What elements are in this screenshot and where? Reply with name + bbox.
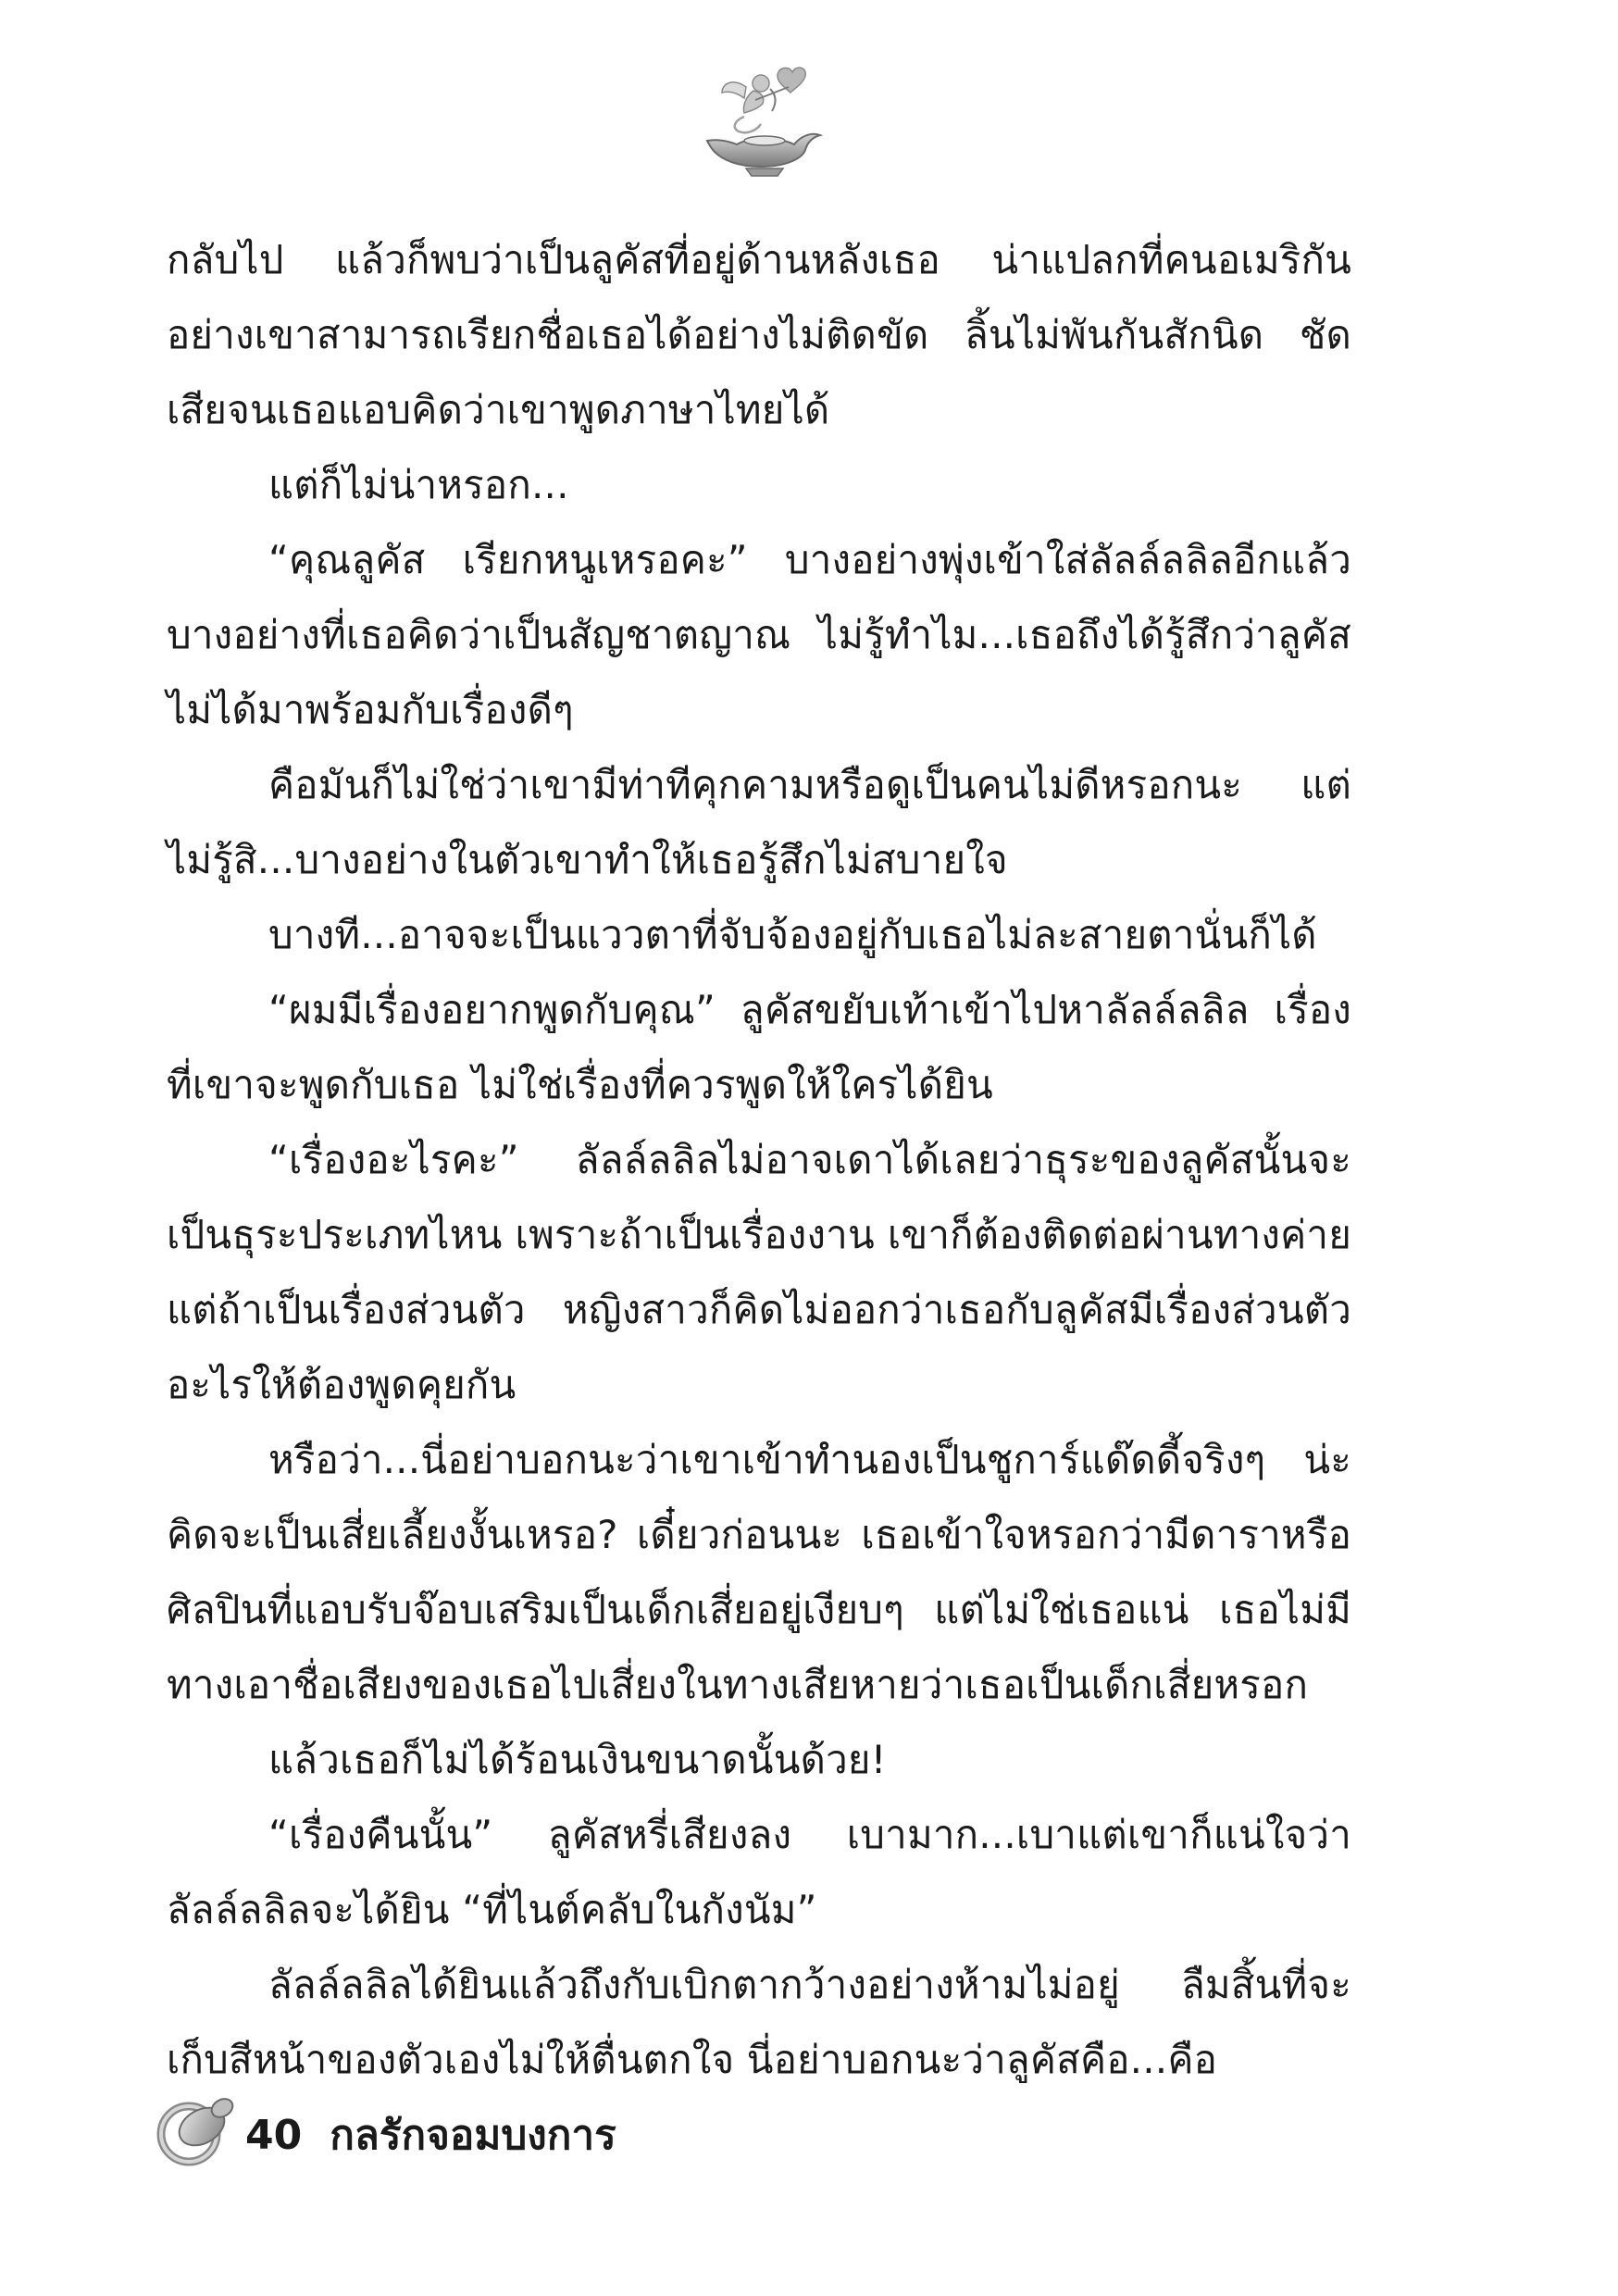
paragraph: หรือว่า...นี่อย่าบอกนะว่าเขาเข้าทำนองเป็นชูการ์แด๊ดดี้จริงๆ น่ะ คิดจะเป็นเสี่ยเลี้ยงงั้นเหรอ? เดี๋ยวก่อนนะ เธอเข้าใจหรอกว่ามีดาราหรือศิลปินที่แอบรับจ๊อบเสริมเป็นเด็กเสี่ยอยู่เงียบๆ แต่ไม่ใช่เธอแน่ เธอไม่มีทางเอาชื่อเสียงของเธอไปเสี่ยงในทางเสียหายว่าเธอเป็นเด็กเสี่ยหรอก [167, 1437, 1351, 1707]
cupid-genie-lamp-icon [689, 56, 828, 181]
book-title: กลรักจอมบงการ [330, 2112, 616, 2159]
page-footer [148, 2088, 616, 2171]
paragraph: “คุณลูคัส เรียกหนูเหรอคะ” บางอย่างพุ่งเข้าใส่ลัลล์ลลิลอีกแล้ว บางอย่างที่เธอคิดว่าเป็นสัญชาตญาณ ไม่รู้ทำไม...เธอถึงได้รู้สึกว่าลูคัสไม่ได้มาพร้อมกับเรื่องดีๆ [167, 537, 1351, 732]
paragraph: กลับไป แล้วก็พบว่าเป็นลูคัสที่อยู่ด้านหลังเธอ น่าแปลกที่คนอเมริกันอย่างเขาสามารถเรียกชื่อเธอได้อย่างไม่ติดขัด ลิ้นไม่พันกันสักนิด ชัดเสียจนเธอแอบคิดว่าเขาพูดภาษาไทยได้ [167, 237, 1351, 432]
paragraph: “ผมมีเรื่องอยากพูดกับคุณ” ลูคัสขยับเท้าเข้าไปหาลัลล์ลลิล เรื่องที่เขาจะพูดกับเธอ ไม่ใช่เรื่องที่ควรพูดให้ใครได้ยิน [167, 987, 1351, 1107]
paragraph: “เรื่องคืนนั้น” ลูคัสหรี่เสียงลง เบามาก...เบาแต่เขาก็แน่ใจว่าลัลล์ลลิลจะได้ยิน “ที่ไนต์คลับในกังนัม” [167, 1812, 1351, 1932]
paragraph: คือมันก็ไม่ใช่ว่าเขามีท่าทีคุกคามหรือดูเป็นคนไม่ดีหรอกนะ แต่ไม่รู้สิ...บางอย่างในตัวเขาทำให้เธอรู้สึกไม่สบายใจ [167, 762, 1351, 882]
paragraph: บางที...อาจจะเป็นแววตาที่จับจ้องอยู่กับเธอไม่ละสายตานั่นก็ได้ [268, 912, 1317, 957]
body-text [167, 222, 1351, 2097]
paragraph: “เรื่องอะไรคะ” ลัลล์ลลิลไม่อาจเดาได้เลยว่าธุระของลูคัสนั้นจะเป็นธุระประเภทไหน เพราะถ้าเป็นเรื่องงาน เขาก็ต้องติดต่อผ่านทางค่าย แต่ถ้าเป็นเรื่องส่วนตัว หญิงสาวก็คิดไม่ออกว่าเธอกับลูคัสมีเรื่องส่วนตัวอะไรให้ต้องพูดคุยกัน [167, 1137, 1351, 1407]
page-number: 40 [245, 2111, 303, 2159]
paragraph: ลัลล์ลลิลได้ยินแล้วถึงกับเบิกตากว้างอย่างห้ามไม่อยู่ ลืมสิ้นที่จะเก็บสีหน้าของตัวเองไม่ให้ตื่นตกใจ นี่อย่าบอกนะว่าลูคัสคือ...คือ [167, 1962, 1351, 2082]
paragraph: แล้วเธอก็ไม่ได้ร้อนเงินขนาดนั้นด้วย! [268, 1737, 887, 1782]
pacifier-icon [148, 2088, 245, 2171]
paragraph: แต่ก็ไม่น่าหรอก... [268, 462, 569, 507]
